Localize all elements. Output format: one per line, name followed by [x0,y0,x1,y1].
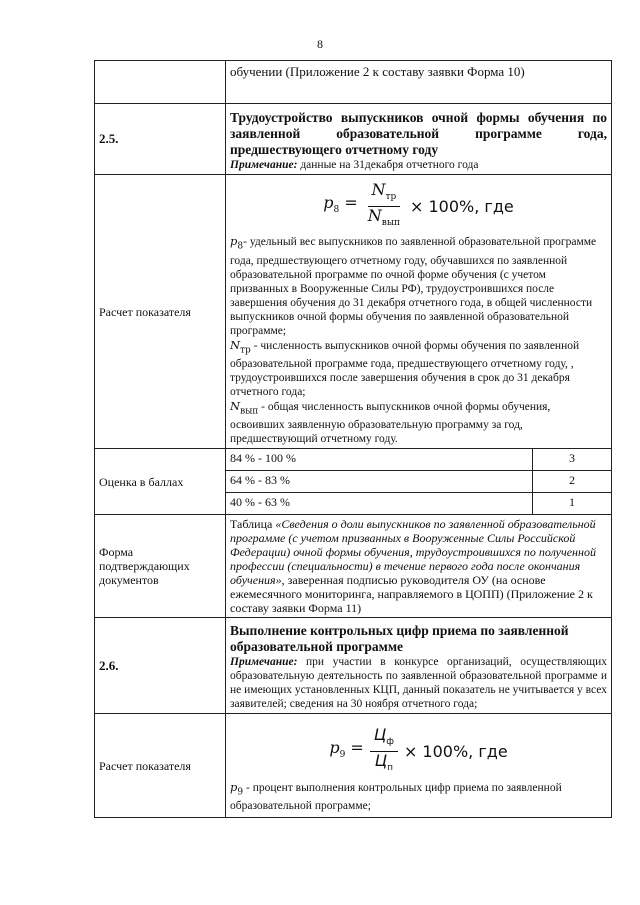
table-row [95,515,612,618]
section-title-cell [226,618,612,714]
scores-cell [226,449,612,515]
formula-tail: × 100%, где [410,196,514,216]
table-row [95,449,612,515]
section-number: 2.6. [99,657,119,673]
score-range: 40 % - 63 % [226,493,533,515]
section-number-cell [95,104,226,175]
criteria-table [94,60,612,818]
p8-description: $p_8-$ удельный вес выпускников по заявленной образовательной программе года, предшествующего отчетному году, обучавшихся по заявленной образовательной программе по очной форме обучения (с учетом призванных в Вооруженные Силы РФ), трудоустроившихся после завершения обучения до 31 декабря отчетного года, в общей численности выпускников очной формы обучения по заявленной образовательной программе; [230,234,597,337]
empty-cell [95,61,226,104]
calc-label-cell [95,175,226,449]
calc-label: Расчет показателя [99,304,191,319]
score-range: 84 % - 100 % [226,449,533,471]
note-label: Примечание: [230,656,298,669]
score-row [226,493,611,515]
continuation-label: обучении (Приложение 2 к составу заявки Форма 10) [230,64,525,79]
section-title-cell [226,104,612,175]
table-row [95,175,612,449]
continuation-text [226,61,612,104]
formula-fraction: $\frac{Ц_ф}{Ц_п}$ [370,726,398,777]
formula-lhs: $p_8$ = [323,193,358,216]
calc-cell [226,714,612,818]
p9-description: $p_9$ - процент выполнения контрольных цифр приема по заявленной образовательной программе; [230,779,562,812]
docs-prefix: Таблица [230,517,276,532]
table-row [95,714,612,818]
score-points: 1 [533,493,612,515]
formula-tail: × 100%, где [403,741,508,761]
note-label: Примечание: [230,159,298,171]
scores-label: Оценка в баллах [99,474,184,489]
table-row [95,618,612,714]
calc-label: Расчет показателя [99,758,191,773]
formula [230,177,607,234]
score-table [226,449,611,514]
section-number: 2.5. [99,131,119,146]
note-text: данные на 31декабря отчетного года [297,159,479,171]
table-row [95,104,612,175]
section-title: Трудоустройство выпускников очной формы обучения по заявленной образовательной программе года, предшествующего отчетному году [230,110,607,157]
section-number-cell [95,618,226,714]
note-text: при участии в конкурсе организаций, осуществляющих образовательную деятельность по заявленной образовательной программе и не имеющих установленных КЦП, данный показатель не учитывается у всех заявителей; сведения на 30 ноября отчетного года; [230,656,607,711]
section-note [230,655,607,711]
section-title: Выполнение контрольных цифр приема по заявленной образовательной программе [230,623,569,655]
docs-suffix: , заверенная подписью руководителя ОУ (на основе ежемесячного мониторинга, направляемого в ЦОПП) (Приложение 2 к составу заявки Форма 11) [230,573,593,616]
docs-cell [226,515,612,618]
scores-label-cell [95,449,226,515]
score-points: 2 [533,471,612,493]
page-number: 8 [317,37,323,51]
ntr-description: $N_{тр}$ - численность выпускников очной формы обучения по заявленной образовательной программе года, предшествующего отчетному году, , трудоустроившихся после завершения обучения в срок до 31 декабря отчетного года; [230,337,580,398]
calc-cell [226,175,612,449]
docs-label-cell [95,515,226,618]
score-row [226,471,611,493]
nvyp-description: $N_{вып}$ - общая численность выпускников очной формы обучения, освоивших заявленную образовательную программу за год, предшествующий отчетному году. [230,398,551,446]
section-note [230,158,607,172]
formula-lhs: $p_9$ = [329,738,364,761]
docs-italic: «Сведения о доли выпускников по заявленной образовательной программе (с учетом призванных в Вооруженные Силы Российской Федерации) очной формы обучения, трудоустроившихся по полученной профессии (специальности) в течение первого года после окончания обучения» [230,517,596,588]
calc-label-cell [95,714,226,818]
score-points: 3 [533,449,612,471]
formula-fraction: $\frac{N_{тр}}{N_{вып}}$ [367,180,400,229]
score-row [226,449,611,471]
formula [230,716,607,779]
score-range: 64 % - 83 % [226,471,533,493]
docs-label: Форма подтверждающих документов [99,545,190,588]
table-row [95,61,612,104]
